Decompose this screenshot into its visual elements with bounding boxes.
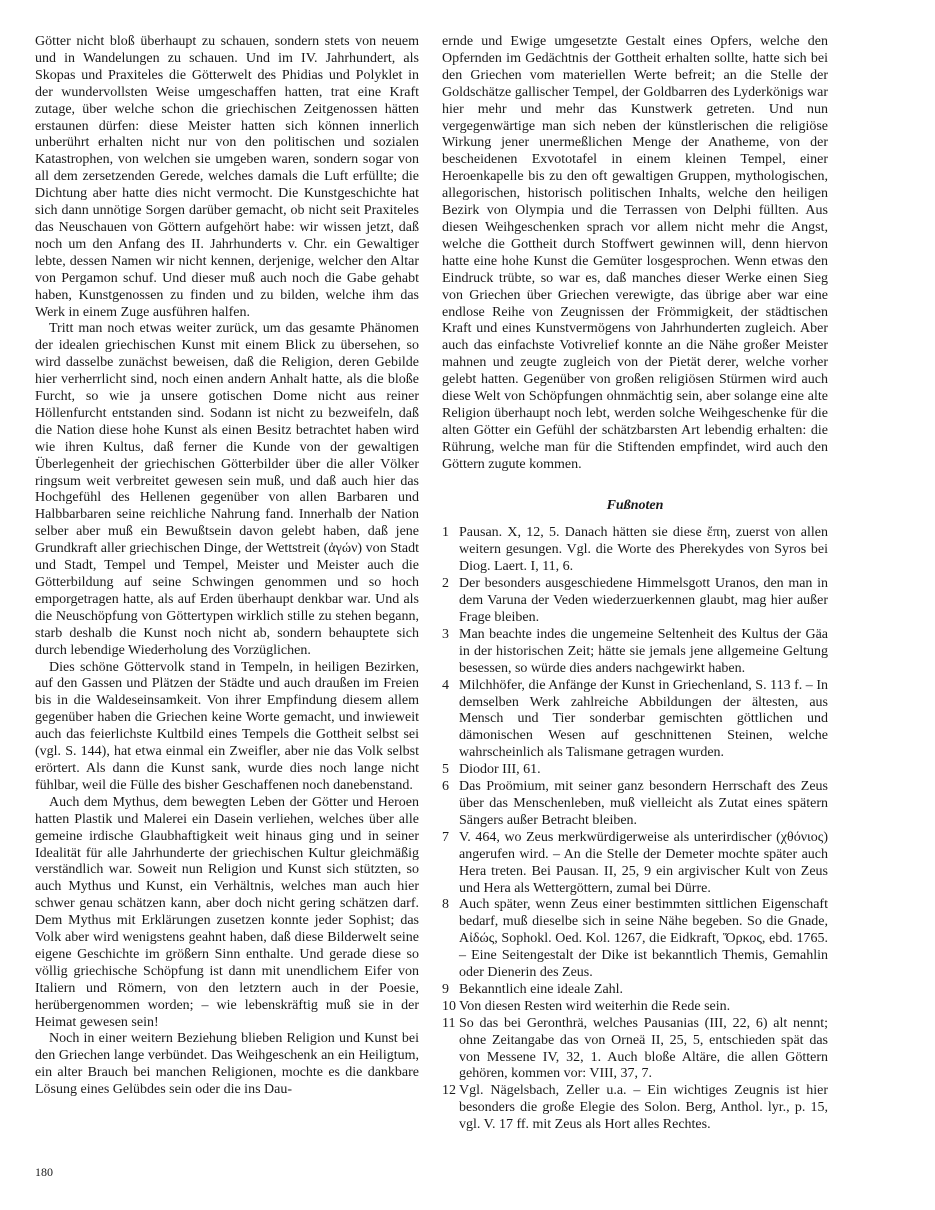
footnote-text: Man beachte indes die ungemeine Seltenheit des Kultus der Gäa in der historischen Zeit; hätte sie jemals jene allgemeine Geltung besessen, so würde dies anders nachgewirkt haben. bbox=[459, 626, 828, 676]
footnotes-list bbox=[442, 525, 828, 1134]
footnote-number: 9 bbox=[442, 981, 449, 997]
footnote-number: 8 bbox=[442, 897, 449, 913]
footnote-text: Milchhöfer, die Anfänge der Kunst in Griechenland, S. 113 f. – In demselben Werk zahlreiche Abbildungen der ältesten, aus Mensch und Tier sonderbar gemischten göttlichen und dämonischen Wesen auf geschnittenen Steinen, welche wahrscheinlich als Talismane getragen wurden. bbox=[459, 677, 828, 761]
page-number: 180 bbox=[35, 1165, 53, 1179]
footnote-text: So das bei Geronthrä, welches Pausanias (III, 22, 6) alt nennt; ohne Zeitangabe das von Orneä II, 25, 5, entschieden spät das von Messene IV, 32, 1. Auch bloße Altäre, die allen Göttern gehören, kommen vor: VIII, 37, 7. bbox=[459, 1015, 828, 1082]
footnote-item bbox=[442, 762, 828, 779]
footnote-text: Pausan. X, 12, 5. Danach hätten sie diese ἔπη, zuerst von allen weitern gesungen. Vgl. die Worte des Pherekydes von Syros bei Diog. Laert. I, 11, 6. bbox=[459, 525, 828, 575]
footnote-text: Der besonders ausgeschiedene Himmelsgott Uranos, den man in dem Varuna der Veden wiederzuerkennen glaubt, mag hier außer Frage bleiben. bbox=[459, 576, 828, 625]
footnote-number: 10 bbox=[442, 998, 456, 1014]
footnote-text: Vgl. Nägelsbach, Zeller u.a. – Ein wichtiges Zeugnis ist hier besonders die große Elegie des Solon. Berg, Anthol. lyr., p. 15, vgl. V. 17 ff. mit Zeus als Hort alles Rechtes. bbox=[459, 1083, 828, 1133]
footnote-item bbox=[442, 1016, 828, 1084]
footnote-item bbox=[442, 1083, 828, 1134]
body-paragraph: Auch dem Mythus, dem bewegten Leben der Götter und Heroen hatten Plastik und Malerei ein Dasein verliehen, welches über alle gemeine irdische Glaubhaftigkeit weit hinaus ging und in seiner Idealität für alle Jahrhunderte der griechischen Kultur gleichmäßig verständlich war. Soweit nun Religion und Kunst sich stützten, so auch Mythus und Kunst, ein Verhältnis, welches man auch hier schwer genau schätzen kann, aber doch nicht gering schätzen darf. Dem Mythus mit Erklärungen zusetzen konnte jeder Sophist; das Volk aber wird wenigstens geahnt haben, daß diese Bilderwelt seine eigene Geschichte im größern Sinn enthalte. Und gerade diese so völlig griechische Schöpfung ist dann mit unendlichem Eifer von Italiern und Römern, von den letztern auch in der Poesie, herübergenommen worden; – wie lebenskräftig muß sie in der Heimat gewesen sein! bbox=[35, 794, 419, 1030]
body-paragraph: Götter nicht bloß überhaupt zu schauen, sondern stets von neuem und in Wandelungen zu schauen. Und im IV. Jahrhundert, als Skopas und Praxiteles die Götterwelt des Phidias und Polyklet in der wundervollsten Weise umgeschaffen hatten, trat eine Kraft zutage, über welche schon die griechischen Zeitgenossen hätten erstaunen dürfen: diese Meister hatten sich können innerlich unberührt erhalten nicht nur von den politischen und sozialen Katastrophen, von welchen sie umgeben waren, sondern sogar von all dem zersetzenden Gerede, welches damals die Luft erfüllte; die Dichtung aber hatte dies nicht vermocht. Die Kunstgeschichte hat sich dann unnötige Sorgen darüber gemacht, ob nicht seit Praxiteles das Neuschauen von Göttern aufgehört habe: wir wissen jetzt, daß noch um den Anfang des II. Jahrhunderts v. Chr. ein Gewaltiger lebte, dessen Namen wir nicht kennen, derjenige, welcher den Altar von Pergamon schuf. Und dieser muß auch noch die Gabe gehabt haben, Kunstgenossen zu finden und zu bilden, welche ihm das Werk in einem Zuge ausführen halfen. bbox=[35, 34, 419, 320]
body-paragraph: ernde und Ewige umgesetzte Gestalt eines Opfers, welche den Opfernden im Gedächtnis der Gottheit erhalten sollte, hatte sich bei den Griechen vom materiellen Werte befreit; an die Stelle der Goldschätze gallischer Tempel, der Goldbarren des Lyderkönigs war hier mehr und mehr das Kunstwerk getreten. Und nun vergegenwärtige man sich neben der künstlerischen die religiöse Wirkung jener unermeßlichen Menge der Anatheme, von der bescheidenen Exvototafel in einem kleinen Tempel, einer Heroenkapelle bis zu den oft gewaltigen Gruppen, mythologischen, allegorischen, historisch politischen Inhalts, welche den heiligen Bezirk von Olympia und die Terrassen von Delphi füllten. Aus diesen Weihgeschenken sprach vor allem nicht mehr die Angst, welche die Gottheit durch Stoffwert gewinnen will, denn hiervon hatte eine hohe Kunst die Gemüter losgesprochen. Wenn etwas den Eindruck trübte, so war es, daß manches dieser Werke einen Sieg von Griechen über Griechen verewigte, das übrige aber war eine endlose Reihe von Zeugnissen der Frömmigkeit, der städtischen Kraft und eines Kunstvermögens von Jahrhunderten zugleich. Aber auch das einfachste Votivrelief konnte an die Nähe großer Meister mahnen und zeugte zugleich von der Pietät derer, welche vorher gelebt hatten. Gegenüber von großen religiösen Stürmen wird auch diese Welt von Schöpfungen ohnmächtig sein, aber solange eine alte Religion überhaupt noch lebt, werden solche Weihgeschenke für die alten Götter ein Gefühl der schätzbarsten Art lebendig erhalten: die Rührung, welche man für die Stiftenden empfindet, wird auch den Göttern zugute kommen. bbox=[442, 34, 828, 472]
footnote-number: 5 bbox=[442, 762, 449, 778]
footnote-number: 6 bbox=[442, 779, 449, 795]
right-column bbox=[442, 34, 828, 1134]
footnote-item bbox=[442, 525, 828, 576]
footnote-item bbox=[442, 897, 828, 982]
footnote-text: Auch später, wenn Zeus einer bestimmten sittlichen Eigenschaft bedarf, muß dieselbe sich in seine Nähe begeben. So die Gnade, Αἰδώς, Sophokl. Oed. Kol. 1267, die Eidkraft, Ὅρκος, ebd. 1765. – Eine Seitengestalt der Dike ist bekanntlich Themis, Gemahlin oder Dienerin des Zeus. bbox=[459, 897, 828, 981]
footnote-text: Das Proömium, mit seiner ganz besondern Herrschaft des Zeus über das Menschenleben, muß vielleicht als Zutat eines spätern Sängers außer Betracht bleiben. bbox=[459, 779, 828, 828]
footnote-item bbox=[442, 779, 828, 830]
footnote-item bbox=[442, 576, 828, 627]
footnote-item bbox=[442, 627, 828, 678]
footnote-text: Diodor III, 61. bbox=[459, 762, 541, 778]
footnote-number: 1 bbox=[442, 525, 449, 541]
body-paragraph: Noch in einer weitern Beziehung blieben Religion und Kunst bei den Griechen lange verbündet. Das Weihgeschenk an ein Heiligtum, ein alter Brauch bei manchen Religionen, mochte es die dankbare Lösung eines Gelübdes sein oder die ins Dau- bbox=[35, 1031, 419, 1098]
footnote-number: 2 bbox=[442, 576, 449, 592]
footnote-text: Von diesen Resten wird weiterhin die Rede sein. bbox=[459, 998, 731, 1014]
footnotes-heading: Fußnoten bbox=[606, 497, 664, 513]
footnote-item bbox=[442, 678, 828, 763]
body-paragraph: Dies schöne Göttervolk stand in Tempeln, in heiligen Bezirken, auf den Gassen und Plätzen der Städte und auch draußen im Freien bis in die Waldeseinsamkeit. Von ihrer Empfindung diesem allem gegenüber haben die Griechen keine Worte gemacht, und inwieweit auch das feierlichste Kultbild eines Tempels die Gottheit selbst sei (vgl. S. 144), hat etwa einmal ein Zweifler, aber nie das Volk selbst erörtert. Als dann die Kunst sank, wurde dies noch lange nicht fühlbar, weil die Fülle des bisher Geschaffenen noch danebenstand. bbox=[35, 659, 419, 793]
body-paragraph: Tritt man noch etwas weiter zurück, um das gesamte Phänomen der idealen griechischen Kunst mit einem Blick zu übersehen, so wird dasselbe zunächst beweisen, daß die Religion, deren Gebilde hier verherrlicht sind, noch einen andern Anhalt hatte, als die bloße Furcht, so wie ja unsere gotischen Dome nicht aus reiner Höllenfurcht entstanden sind. Sodann ist nicht zu bezweifeln, daß die Nation diese hohe Kunst als einen Besitz betrachtet haben wird wie ihren Kultus, daß ferner die Kunde von der gewaltigen Überlegenheit der griechischen Götterbilder über die aller Völker ringsum weit verbreitet gewesen sein muß, und daß auch hier das Hochgefühl des Hellenen gegenüber von allen Barbaren und Halbbarbaren seine reichliche Nahrung fand. Innerhalb der Nation selber aber muß ein Bewußtsein davon gelebt haben, daß jene Grundkraft aller griechischen Dinge, der Wettstreit (ἀγών) von Stadt und Stadt, Tempel und Tempel, Meister und Meister auch die Götterbildung auf seine Schwingen genommen und so hoch emporgetragen hatte, als auf Erden überhaupt denkbar war. Und als die Neuschöpfung von Göttertypen wirklich stille zu stehen begann, starb deshalb die Kunst noch nicht ab, sondern behauptete sich durch lebendige Wiederholung des Vorzüglichen. bbox=[35, 321, 419, 658]
left-column bbox=[35, 34, 419, 1099]
footnote-item bbox=[442, 982, 828, 999]
footnote-number: 11 bbox=[442, 1015, 456, 1031]
footnote-text: Bekanntlich eine ideale Zahl. bbox=[459, 981, 624, 997]
footnote-number: 4 bbox=[442, 677, 449, 693]
footnote-number: 3 bbox=[442, 626, 449, 642]
footnote-number: 12 bbox=[442, 1083, 456, 1099]
footnote-number: 7 bbox=[442, 829, 449, 845]
footnote-item bbox=[442, 999, 828, 1016]
footnote-text: V. 464, wo Zeus merkwürdigerweise als unterirdischer (χθόνιος) angerufen wird. – An die Stelle der Demeter mochte später auch Hera treten. Bei Pausan. II, 25, 9 ein argivischer Kult von Zeus und Hera als Wettergöttern, zumal bei Dürre. bbox=[459, 829, 828, 896]
footnote-item bbox=[442, 830, 828, 898]
